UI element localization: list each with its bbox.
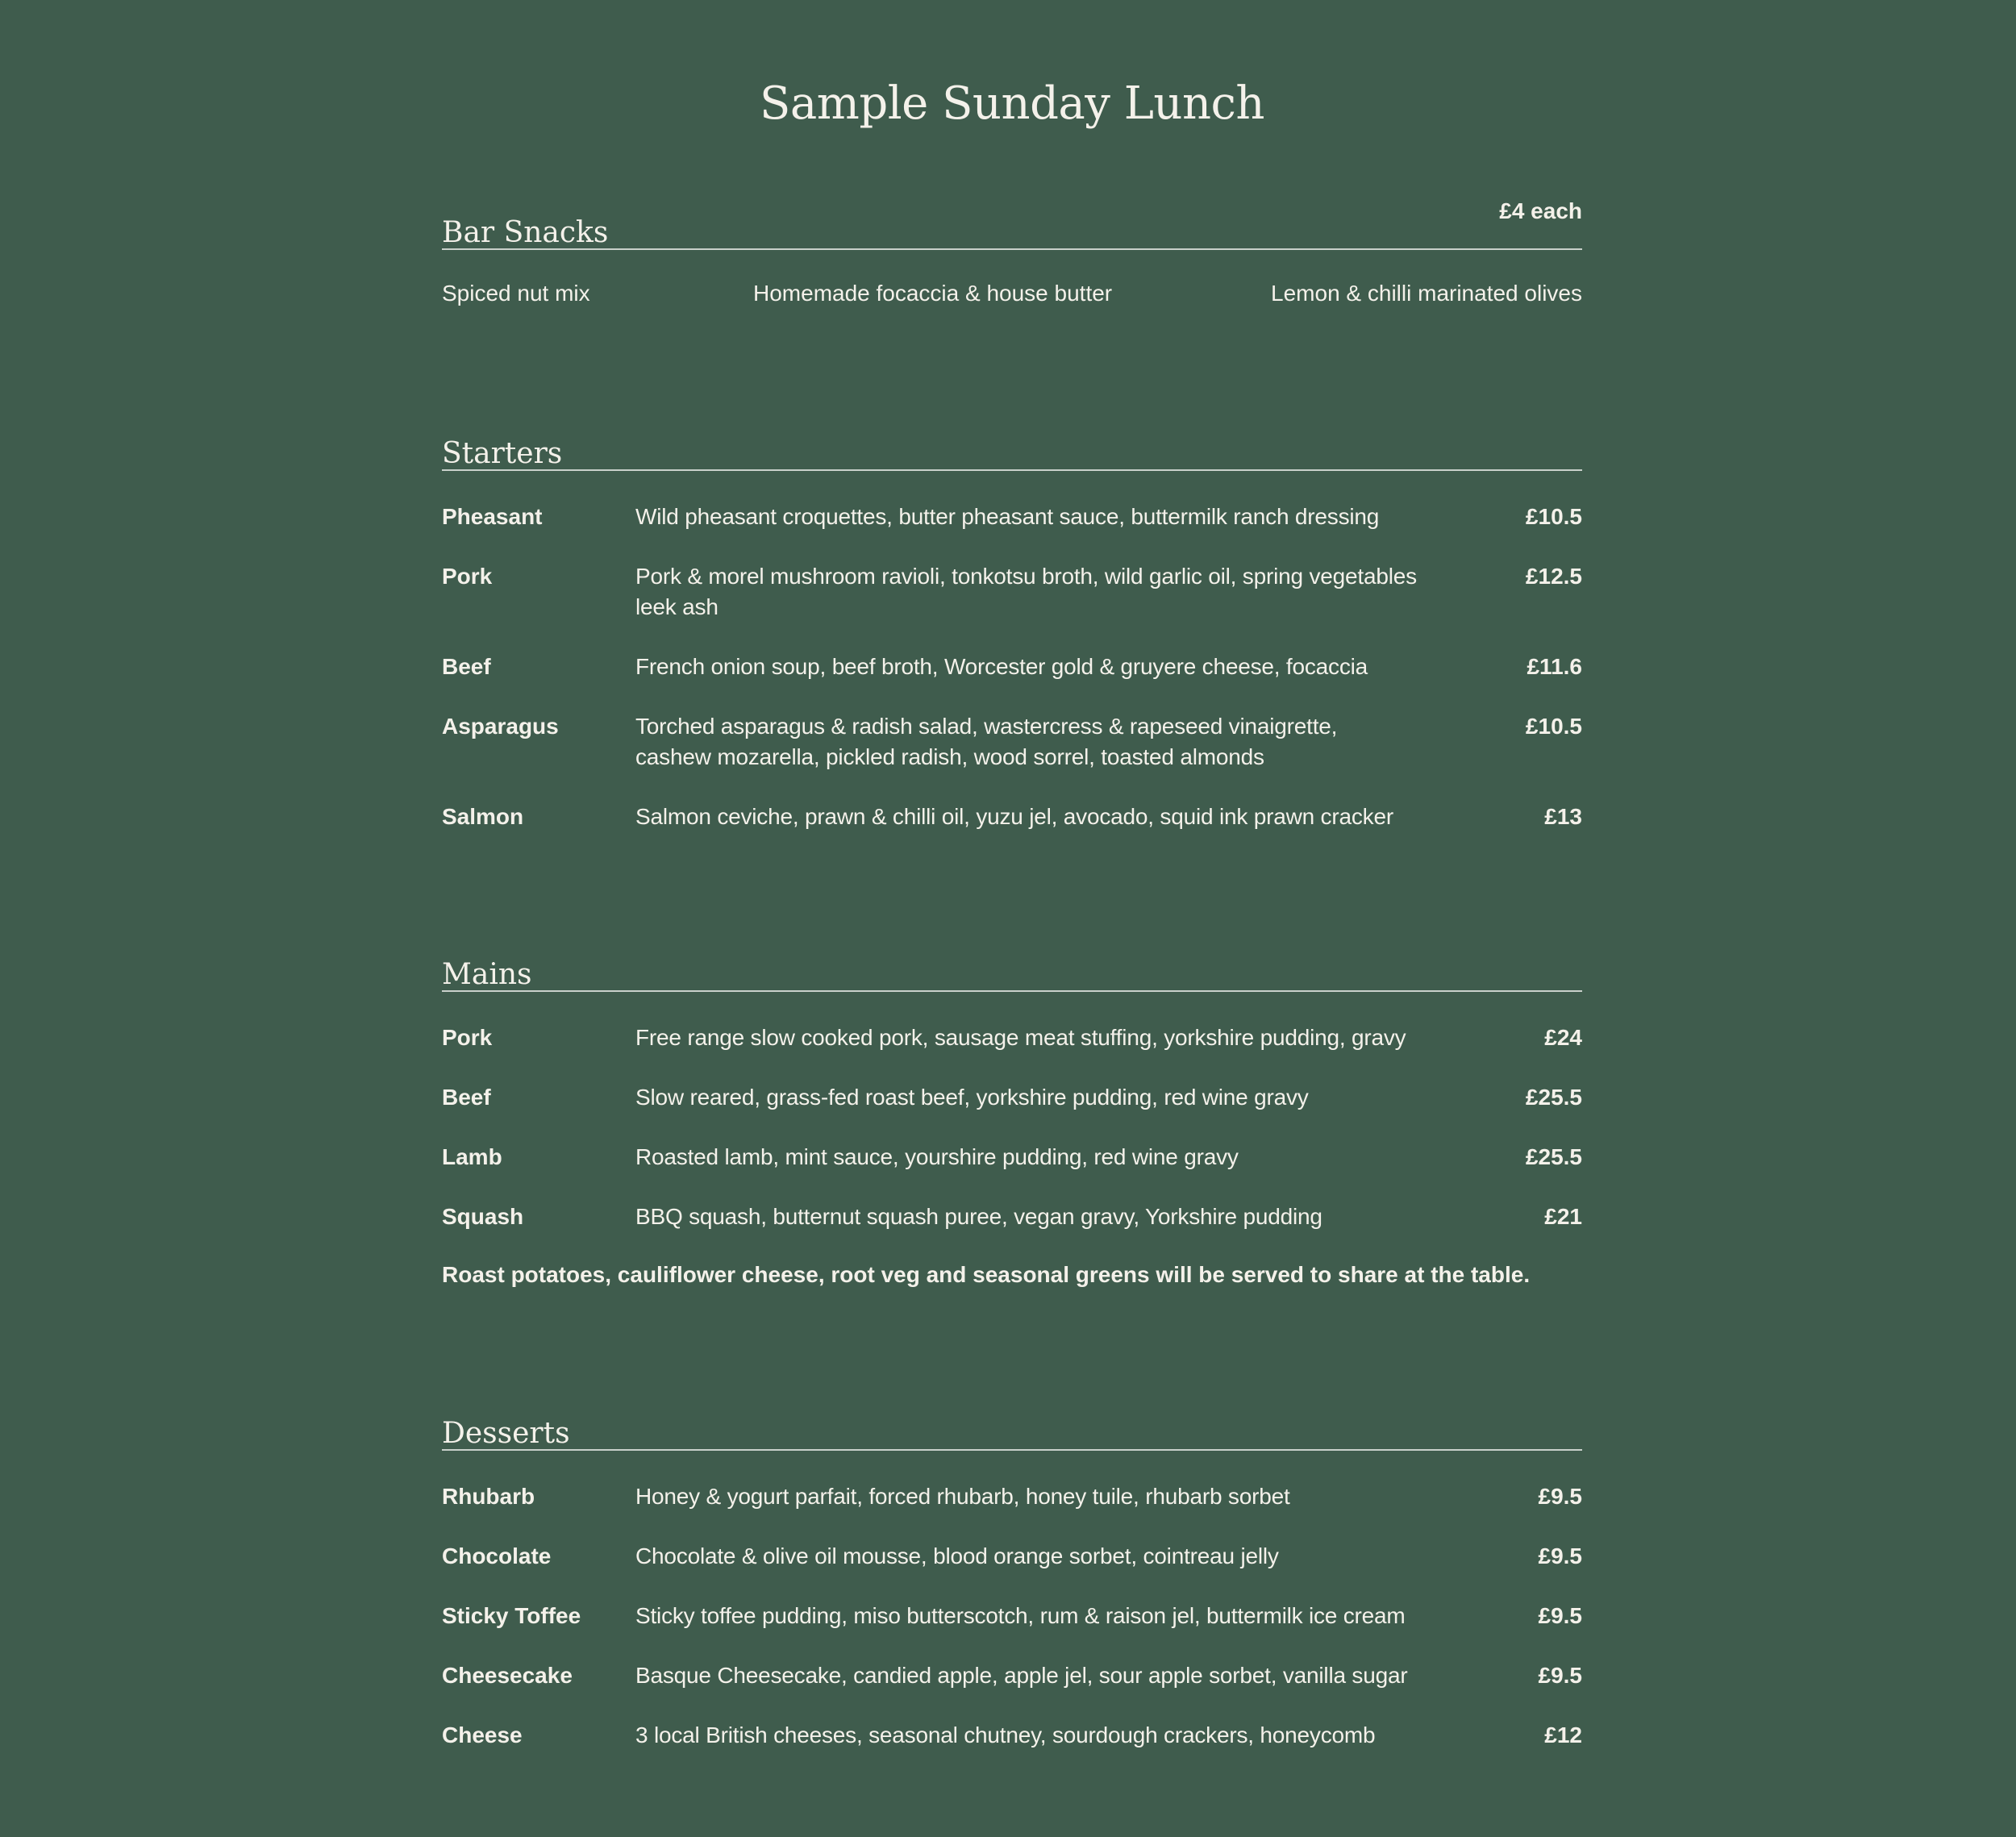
dish-description: Basque Cheesecake, candied apple, apple jel, sour apple sorbet, vanilla sugar — [635, 1663, 1408, 1688]
dish-description: Torched asparagus & radish salad, wastercress & rapeseed vinaigrette, cashew mozarella, pickled radish, wood sorrel, toasted almonds — [635, 714, 1338, 769]
dish-description: BBQ squash, butternut squash puree, vegan gravy, Yorkshire pudding — [635, 1204, 1322, 1229]
menu-row — [442, 1541, 1582, 1572]
dish-description: Honey & yogurt parfait, forced rhubarb, honey tuile, rhubarb sorbet — [635, 1484, 1290, 1509]
section-title: Starters — [442, 436, 563, 470]
dish-name: Beef — [442, 1085, 491, 1110]
dish-price: £24 — [1544, 1025, 1582, 1050]
menu-row — [442, 711, 1582, 773]
bar-snacks-list — [442, 281, 1582, 345]
dish-price: £13 — [1544, 804, 1582, 829]
menu-row — [442, 1601, 1582, 1631]
snack-item: Spiced nut mix — [442, 281, 590, 306]
starters-section — [442, 405, 1582, 861]
dish-name: Chocolate — [442, 1543, 552, 1568]
snack-item: Lemon & chilli marinated olives — [1271, 281, 1582, 306]
bar-snacks-price: £4 each — [1499, 198, 1582, 223]
starters-list — [442, 471, 1582, 832]
dish-description: Slow reared, grass-fed roast beef, yorkshire pudding, red wine gravy — [635, 1085, 1309, 1110]
menu-row — [442, 1023, 1582, 1053]
dish-price: £9.5 — [1538, 1543, 1582, 1568]
menu-row — [442, 1720, 1582, 1751]
snack-item: Homemade focaccia & house butter — [753, 281, 1113, 306]
menu-row — [442, 1660, 1582, 1691]
dish-description: Free range slow cooked pork, sausage meat stuffing, yorkshire pudding, gravy — [635, 1025, 1406, 1050]
dish-name: Pheasant — [442, 504, 543, 529]
menu-row — [442, 1202, 1582, 1232]
menu-row — [442, 1142, 1582, 1173]
dish-description: French onion soup, beef broth, Worcester gold & gruyere cheese, focaccia — [635, 654, 1368, 679]
dish-description: 3 local British cheeses, seasonal chutney, sourdough crackers, honeycomb — [635, 1722, 1376, 1747]
dish-name: Beef — [442, 654, 491, 679]
dish-name: Squash — [442, 1204, 524, 1229]
mains-list — [442, 992, 1582, 1290]
dish-price: £12.5 — [1525, 564, 1582, 589]
section-title: Mains — [442, 957, 532, 991]
dish-description: Roasted lamb, mint sauce, yourshire pudding, red wine gravy — [635, 1144, 1239, 1169]
menu-row — [442, 652, 1582, 682]
dish-price: £11.6 — [1527, 654, 1582, 679]
mains-sides-note: Roast potatoes, cauliflower cheese, root veg and seasonal greens will be served to share at the table. — [442, 1262, 1531, 1287]
menu-title: Sample Sunday Lunch — [760, 77, 1264, 130]
desserts-section — [442, 1385, 1582, 1780]
dish-description: Sticky toffee pudding, miso butterscotch, rum & raison jel, buttermilk ice cream — [635, 1603, 1406, 1628]
dish-description: Wild pheasant croquettes, butter pheasant sauce, buttermilk ranch dressing — [635, 504, 1380, 529]
bar-snacks-section — [442, 184, 1582, 345]
desserts-list — [442, 1451, 1582, 1751]
menu-row — [442, 802, 1582, 832]
section-title: Desserts — [442, 1416, 570, 1450]
dish-description: Salmon ceviche, prawn & chilli oil, yuzu jel, avocado, squid ink prawn cracker — [635, 804, 1393, 829]
dish-name: Pork — [442, 1025, 493, 1050]
dish-price: £25.5 — [1525, 1144, 1582, 1169]
dish-name: Lamb — [442, 1144, 502, 1169]
desserts-header — [442, 1385, 1582, 1451]
dish-price: £9.5 — [1538, 1603, 1582, 1628]
dish-name: Rhubarb — [442, 1484, 535, 1509]
dish-name: Pork — [442, 564, 493, 589]
bar-snacks-header — [442, 184, 1582, 250]
mains-section — [442, 926, 1582, 1290]
starters-header — [442, 405, 1582, 471]
dish-price: £12 — [1544, 1722, 1582, 1747]
dish-price: £25.5 — [1525, 1085, 1582, 1110]
dish-name: Cheesecake — [442, 1663, 573, 1688]
menu-row — [442, 1481, 1582, 1512]
mains-header — [442, 926, 1582, 992]
dish-name: Sticky Toffee — [442, 1603, 581, 1628]
dish-price: £10.5 — [1525, 504, 1582, 529]
dish-price: £21 — [1544, 1204, 1582, 1229]
dish-name: Cheese — [442, 1722, 523, 1747]
menu-row — [442, 1082, 1582, 1113]
dish-description: Chocolate & olive oil mousse, blood orange sorbet, cointreau jelly — [635, 1543, 1279, 1568]
dish-price: £10.5 — [1525, 714, 1582, 739]
dish-price: £9.5 — [1538, 1484, 1582, 1509]
dish-name: Asparagus — [442, 714, 559, 739]
section-title: Bar Snacks — [442, 215, 609, 249]
menu-row — [442, 561, 1582, 623]
dish-name: Salmon — [442, 804, 524, 829]
dish-price: £9.5 — [1538, 1663, 1582, 1688]
dish-description: Pork & morel mushroom ravioli, tonkotsu broth, wild garlic oil, spring vegetables leek ash — [635, 564, 1417, 619]
menu-row — [442, 502, 1582, 532]
